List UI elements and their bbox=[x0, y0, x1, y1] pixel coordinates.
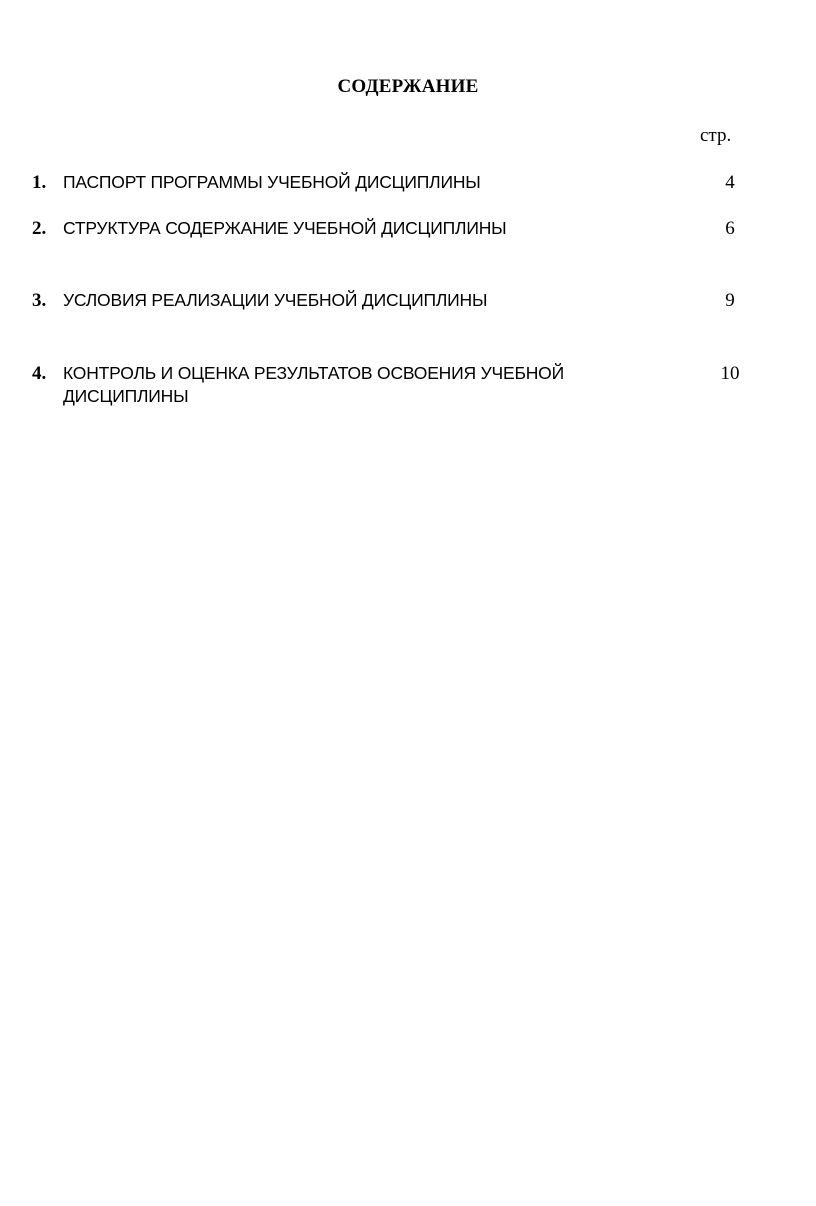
toc-entry-number: 3. bbox=[32, 290, 47, 311]
toc-entry-title: ПАСПОРТ ПРОГРАММЫ УЧЕБНОЙ ДИСЦИПЛИНЫ bbox=[63, 172, 481, 192]
toc-entry-number: 4. bbox=[32, 363, 47, 384]
page-title: СОДЕРЖАНИЕ bbox=[337, 76, 479, 97]
toc-entry-number: 1. bbox=[32, 172, 47, 193]
toc-entry-title: УСЛОВИЯ РЕАЛИЗАЦИИ УЧЕБНОЙ ДИСЦИПЛИНЫ bbox=[63, 290, 488, 310]
toc-entry-title: КОНТРОЛЬ И ОЦЕНКА РЕЗУЛЬТАТОВ ОСВОЕНИЯ УЧЕБНОЙ ДИСЦИПЛИНЫ bbox=[63, 363, 564, 406]
toc-entry-page: 9 bbox=[725, 290, 735, 311]
toc-entry-page: 4 bbox=[725, 172, 735, 193]
toc-entry-page: 10 bbox=[720, 363, 740, 384]
toc-entry-page: 6 bbox=[725, 218, 735, 239]
toc-entry-number: 2. bbox=[32, 218, 47, 239]
toc-entry-title: СТРУКТУРА СОДЕРЖАНИЕ УЧЕБНОЙ ДИСЦИПЛИНЫ bbox=[63, 218, 507, 238]
page-column-label: стр. bbox=[700, 125, 732, 146]
